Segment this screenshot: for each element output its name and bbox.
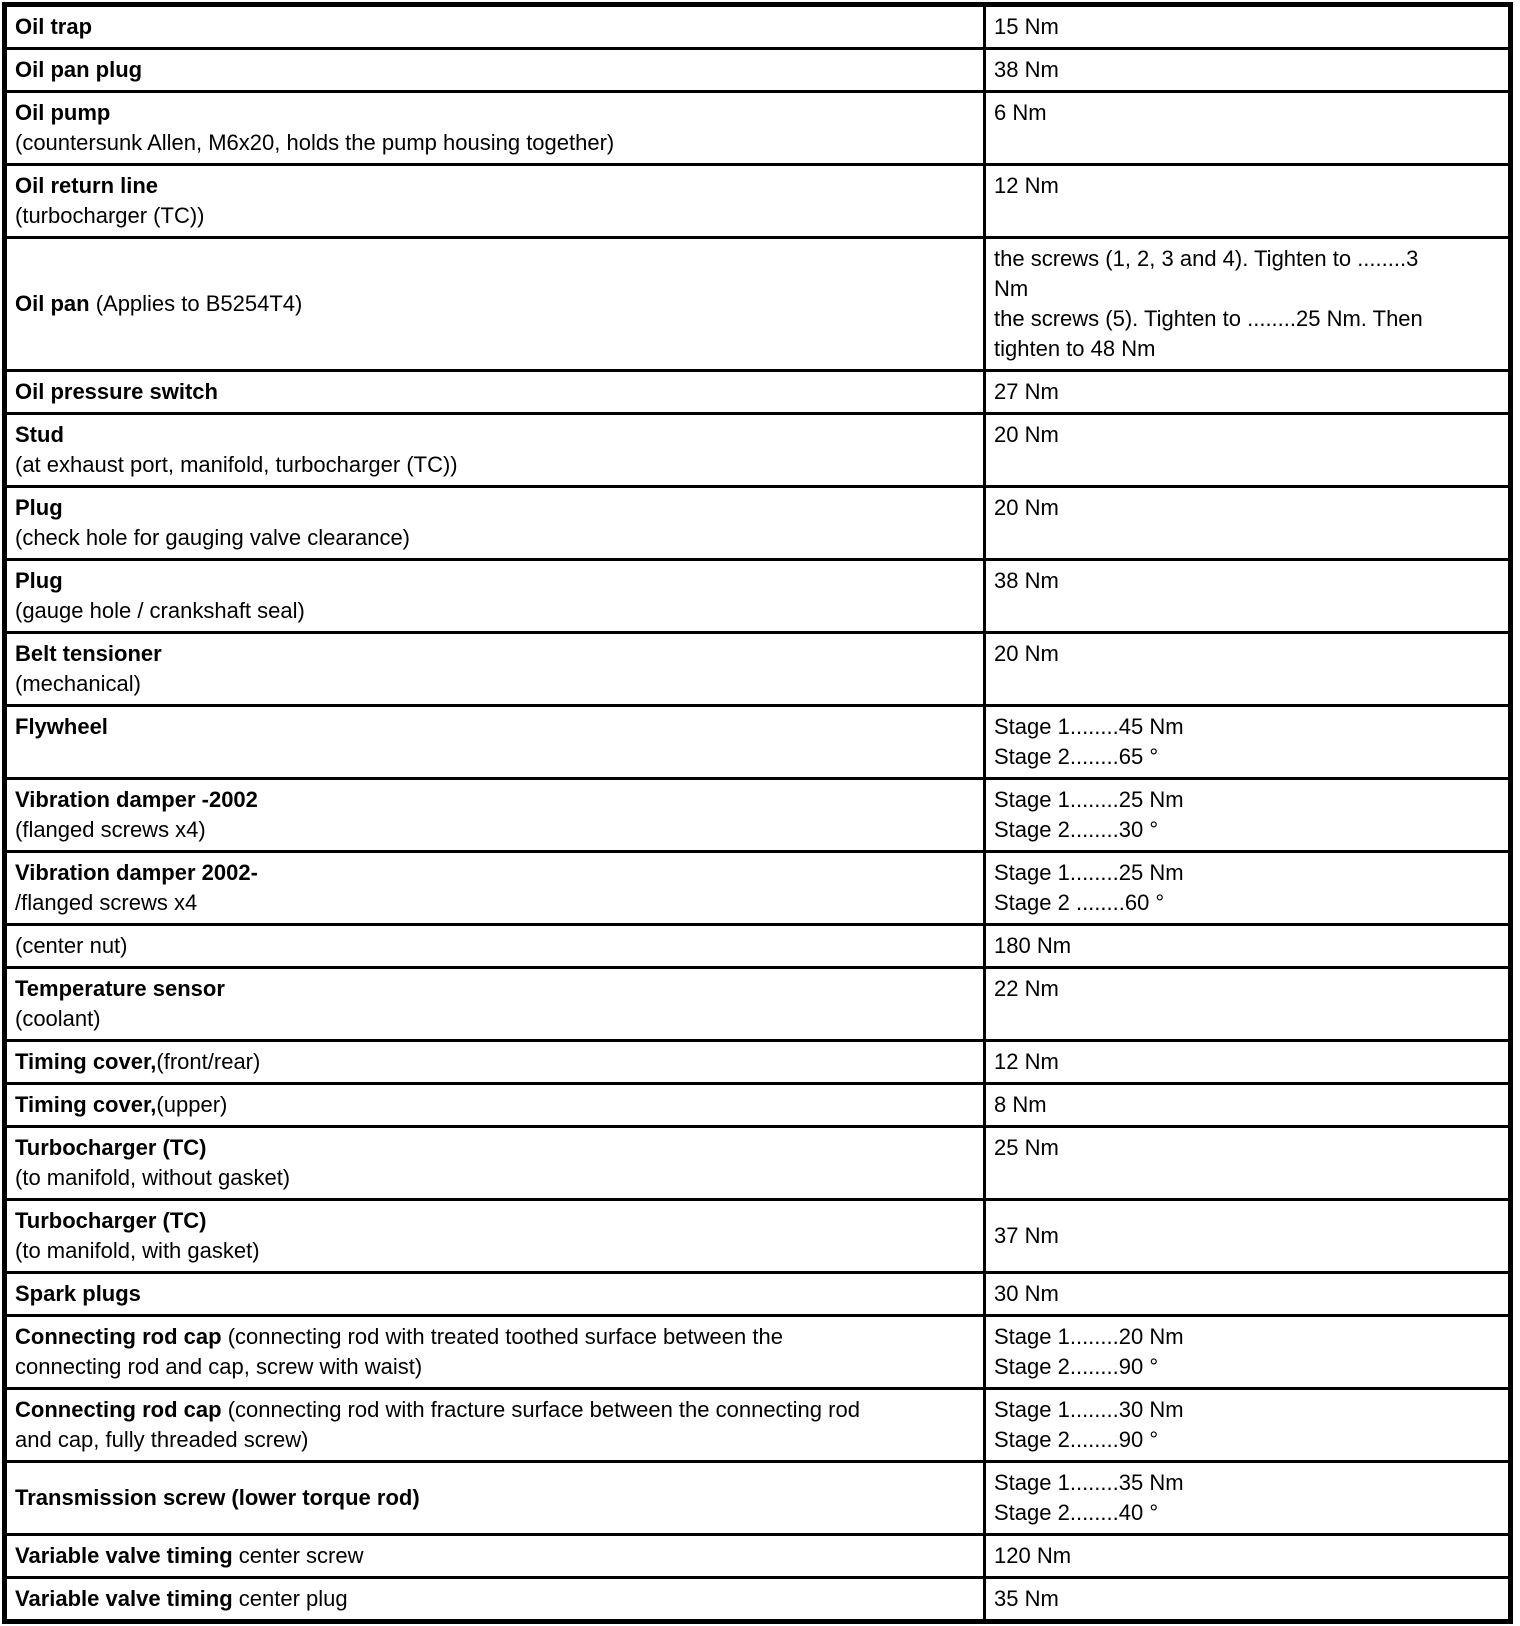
component-cell — [5, 49, 985, 92]
torque-value: 20 Nm — [994, 495, 1059, 520]
component-description: (connecting rod with fracture surface between the connecting rod — [227, 1397, 860, 1422]
text-line — [994, 1279, 1500, 1309]
torque-cell — [985, 1462, 1511, 1535]
torque-cell — [985, 92, 1511, 165]
torque-cell — [985, 560, 1511, 633]
text-line — [15, 669, 975, 699]
component-description: (upper) — [156, 1092, 228, 1117]
torque-value: 30 Nm — [994, 1281, 1059, 1306]
text-line — [15, 888, 975, 918]
component-description: connecting rod and cap, screw with waist) — [15, 1354, 423, 1379]
component-cell — [5, 1127, 985, 1200]
component-name: Flywheel — [15, 714, 108, 739]
component-cell — [5, 1535, 985, 1578]
torque-value: Stage 1........25 Nm — [994, 860, 1184, 885]
text-line — [15, 974, 975, 1004]
component-cell — [5, 1041, 985, 1084]
text-line — [15, 128, 975, 158]
component-name: Connecting rod cap — [15, 1397, 228, 1422]
component-description: and cap, fully threaded screw) — [15, 1427, 309, 1452]
component-name: Variable valve timing — [15, 1586, 233, 1611]
text-line — [15, 1352, 975, 1382]
component-description: (check hole for gauging valve clearance) — [15, 525, 411, 550]
torque-cell — [985, 779, 1511, 852]
component-cell — [5, 1578, 985, 1622]
component-description: (coolant) — [15, 1006, 101, 1031]
text-line — [994, 420, 1500, 450]
text-line — [994, 639, 1500, 669]
spec-row-timing-cover-upper — [5, 1084, 1511, 1127]
component-name: Oil pump — [15, 100, 111, 125]
text-line — [994, 377, 1500, 407]
torque-value: Stage 2 ........60 ° — [994, 890, 1165, 915]
spec-row-oil-pan-plug — [5, 49, 1511, 92]
torque-value: 12 Nm — [994, 1049, 1059, 1074]
component-name: Vibration damper 2002- — [15, 860, 258, 885]
text-line — [15, 1163, 975, 1193]
spec-row-temperature-sensor — [5, 968, 1511, 1041]
component-cell — [5, 165, 985, 238]
spec-row-connecting-rod-cap-toothed — [5, 1316, 1511, 1389]
component-cell — [5, 1389, 985, 1462]
text-line — [15, 815, 975, 845]
text-line — [15, 493, 975, 523]
spec-row-oil-pressure-switch — [5, 371, 1511, 414]
torque-value: Stage 1........45 Nm — [994, 714, 1184, 739]
torque-cell — [985, 706, 1511, 779]
torque-value: 37 Nm — [994, 1223, 1059, 1248]
spec-row-flywheel — [5, 706, 1511, 779]
component-name: Turbocharger (TC) — [15, 1135, 207, 1160]
torque-cell — [985, 1316, 1511, 1389]
text-line — [15, 289, 975, 319]
torque-spec-table — [2, 2, 1513, 1624]
text-line — [994, 1221, 1500, 1251]
text-line — [15, 201, 975, 231]
text-line — [994, 304, 1500, 334]
torque-cell — [985, 487, 1511, 560]
text-line — [15, 1236, 975, 1266]
torque-value: Stage 2........30 ° — [994, 817, 1159, 842]
text-line — [15, 1133, 975, 1163]
spec-row-vvt-center-plug — [5, 1578, 1511, 1622]
text-line — [994, 171, 1500, 201]
text-line — [994, 1541, 1500, 1571]
torque-cell — [985, 968, 1511, 1041]
torque-cell — [985, 1041, 1511, 1084]
torque-value: 120 Nm — [994, 1543, 1072, 1568]
torque-value: 38 Nm — [994, 57, 1059, 82]
torque-value: 20 Nm — [994, 422, 1059, 447]
torque-cell — [985, 852, 1511, 925]
spec-row-vibration-damper-pre-2002 — [5, 779, 1511, 852]
component-name: Oil trap — [15, 14, 93, 39]
torque-cell — [985, 414, 1511, 487]
text-line — [994, 1498, 1500, 1528]
torque-value: 6 Nm — [994, 100, 1047, 125]
text-line — [15, 1090, 975, 1120]
torque-cell — [985, 633, 1511, 706]
text-line — [15, 1584, 975, 1614]
torque-cell — [985, 925, 1511, 968]
component-name: Timing cover, — [15, 1049, 157, 1074]
spec-row-connecting-rod-cap-fracture — [5, 1389, 1511, 1462]
text-line — [15, 1004, 975, 1034]
spec-row-vibration-damper-2002-on — [5, 852, 1511, 925]
text-line — [994, 274, 1500, 304]
torque-value: 20 Nm — [994, 641, 1059, 666]
text-line — [994, 712, 1500, 742]
torque-cell — [985, 371, 1511, 414]
torque-value: 22 Nm — [994, 976, 1059, 1001]
torque-value: the screws (5). Tighten to ........25 Nm. Then — [994, 306, 1423, 331]
torque-value: 27 Nm — [994, 379, 1059, 404]
component-cell — [5, 1316, 985, 1389]
spec-row-turbocharger-with-gasket — [5, 1200, 1511, 1273]
torque-value: 38 Nm — [994, 568, 1059, 593]
text-line — [15, 523, 975, 553]
text-line — [15, 1425, 975, 1455]
component-cell — [5, 1200, 985, 1273]
component-name: Turbocharger (TC) — [15, 1208, 207, 1233]
text-line — [994, 12, 1500, 42]
component-cell — [5, 5, 985, 49]
component-description: (Applies to B5254T4) — [95, 291, 303, 316]
component-name: Variable valve timing — [15, 1543, 233, 1568]
component-cell — [5, 487, 985, 560]
component-name: Stud — [15, 422, 64, 447]
component-cell — [5, 779, 985, 852]
component-description: (front/rear) — [156, 1049, 261, 1074]
text-line — [15, 1541, 975, 1571]
component-cell — [5, 1084, 985, 1127]
torque-value: Stage 2........90 ° — [994, 1427, 1159, 1452]
torque-value: tighten to 48 Nm — [994, 336, 1156, 361]
text-line — [994, 1352, 1500, 1382]
component-cell — [5, 414, 985, 487]
component-cell — [5, 968, 985, 1041]
torque-value: 12 Nm — [994, 173, 1059, 198]
component-name: Oil pan — [15, 291, 96, 316]
text-line — [15, 858, 975, 888]
text-line — [994, 858, 1500, 888]
spec-row-transmission-screw — [5, 1462, 1511, 1535]
spec-row-turbocharger-without-gasket — [5, 1127, 1511, 1200]
component-cell — [5, 852, 985, 925]
text-line — [15, 55, 975, 85]
text-line — [994, 334, 1500, 364]
spec-row-oil-return-line — [5, 165, 1511, 238]
text-line — [994, 244, 1500, 274]
component-name: Oil return line — [15, 173, 159, 198]
component-name: Temperature sensor — [15, 976, 225, 1001]
component-name: Belt tensioner — [15, 641, 162, 666]
torque-cell — [985, 1084, 1511, 1127]
component-name: Plug — [15, 568, 63, 593]
torque-value: Nm — [994, 276, 1029, 301]
component-name: Timing cover, — [15, 1092, 157, 1117]
component-description: /flanged screws x4 — [15, 890, 198, 915]
component-description: (to manifold, without gasket) — [15, 1165, 291, 1190]
text-line — [994, 55, 1500, 85]
torque-cell — [985, 1578, 1511, 1622]
text-line — [15, 377, 975, 407]
torque-value: Stage 2........40 ° — [994, 1500, 1159, 1525]
spec-row-timing-cover-front-rear — [5, 1041, 1511, 1084]
component-name: Plug — [15, 495, 63, 520]
torque-cell — [985, 1389, 1511, 1462]
text-line — [15, 420, 975, 450]
torque-value: 35 Nm — [994, 1586, 1059, 1611]
spec-row-oil-pump — [5, 92, 1511, 165]
torque-cell — [985, 5, 1511, 49]
text-line — [15, 931, 975, 961]
text-line — [994, 566, 1500, 596]
torque-value: 15 Nm — [994, 14, 1059, 39]
component-name: Vibration damper -2002 — [15, 787, 258, 812]
spec-row-plug-check-hole — [5, 487, 1511, 560]
text-line — [994, 1322, 1500, 1352]
torque-value: Stage 1........30 Nm — [994, 1397, 1184, 1422]
component-cell — [5, 1273, 985, 1316]
text-line — [15, 1206, 975, 1236]
text-line — [994, 1090, 1500, 1120]
text-line — [994, 1425, 1500, 1455]
text-line — [994, 98, 1500, 128]
torque-value: Stage 2........90 ° — [994, 1354, 1159, 1379]
text-line — [994, 1468, 1500, 1498]
component-description: (to manifold, with gasket) — [15, 1238, 260, 1263]
torque-cell — [985, 49, 1511, 92]
spec-rows — [5, 5, 1511, 1622]
text-line — [994, 1133, 1500, 1163]
spec-row-stud — [5, 414, 1511, 487]
text-line — [15, 639, 975, 669]
text-line — [15, 1279, 975, 1309]
spec-row-vvt-center-screw — [5, 1535, 1511, 1578]
torque-cell — [985, 1535, 1511, 1578]
spec-row-center-nut — [5, 925, 1511, 968]
torque-cell — [985, 1127, 1511, 1200]
spec-row-spark-plugs — [5, 1273, 1511, 1316]
component-name: Oil pan plug — [15, 57, 143, 82]
text-line — [15, 785, 975, 815]
component-cell — [5, 92, 985, 165]
torque-value: Stage 1........20 Nm — [994, 1324, 1184, 1349]
component-description: (countersunk Allen, M6x20, holds the pump housing together) — [15, 130, 615, 155]
text-line — [15, 1322, 975, 1352]
component-name: Connecting rod cap — [15, 1324, 228, 1349]
component-description: center plug — [232, 1586, 348, 1611]
torque-value: 8 Nm — [994, 1092, 1047, 1117]
spec-row-oil-trap — [5, 5, 1511, 49]
component-description: (gauge hole / crankshaft seal) — [15, 598, 305, 623]
text-line — [994, 1047, 1500, 1077]
text-line — [994, 815, 1500, 845]
text-line — [994, 493, 1500, 523]
text-line — [15, 1483, 975, 1513]
text-line — [994, 1395, 1500, 1425]
text-line — [15, 566, 975, 596]
text-line — [15, 171, 975, 201]
component-cell — [5, 706, 985, 779]
torque-cell — [985, 1273, 1511, 1316]
torque-cell — [985, 165, 1511, 238]
component-description: (flanged screws x4) — [15, 817, 206, 842]
component-description: (connecting rod with treated toothed surface between the — [227, 1324, 783, 1349]
text-line — [15, 1395, 975, 1425]
component-description: center screw — [232, 1543, 364, 1568]
text-line — [994, 888, 1500, 918]
spec-row-plug-gauge-hole — [5, 560, 1511, 633]
component-cell — [5, 925, 985, 968]
spec-row-belt-tensioner — [5, 633, 1511, 706]
torque-value: 180 Nm — [994, 933, 1072, 958]
text-line — [994, 1584, 1500, 1614]
component-name: Transmission screw (lower torque rod) — [15, 1485, 420, 1510]
text-line — [15, 12, 975, 42]
text-line — [15, 596, 975, 626]
component-name: Oil pressure switch — [15, 379, 218, 404]
component-cell — [5, 238, 985, 371]
component-description: (turbocharger (TC)) — [15, 203, 205, 228]
torque-value: Stage 1........25 Nm — [994, 787, 1184, 812]
text-line — [994, 974, 1500, 1004]
torque-value: Stage 2........65 ° — [994, 744, 1159, 769]
text-line — [994, 931, 1500, 961]
component-name: Spark plugs — [15, 1281, 141, 1306]
text-line — [15, 1047, 975, 1077]
text-line — [994, 742, 1500, 772]
text-line — [994, 785, 1500, 815]
component-cell — [5, 1462, 985, 1535]
torque-value: 25 Nm — [994, 1135, 1059, 1160]
component-cell — [5, 560, 985, 633]
component-cell — [5, 633, 985, 706]
text-line — [15, 450, 975, 480]
text-line — [15, 98, 975, 128]
torque-cell — [985, 1200, 1511, 1273]
component-description: (center nut) — [15, 933, 128, 958]
torque-value: Stage 1........35 Nm — [994, 1470, 1184, 1495]
torque-cell — [985, 238, 1511, 371]
component-description: (at exhaust port, manifold, turbocharger (TC)) — [15, 452, 458, 477]
torque-value: the screws (1, 2, 3 and 4). Tighten to ........3 — [994, 246, 1419, 271]
text-line — [15, 712, 975, 742]
component-description: (mechanical) — [15, 671, 141, 696]
component-cell — [5, 371, 985, 414]
spec-row-oil-pan — [5, 238, 1511, 371]
